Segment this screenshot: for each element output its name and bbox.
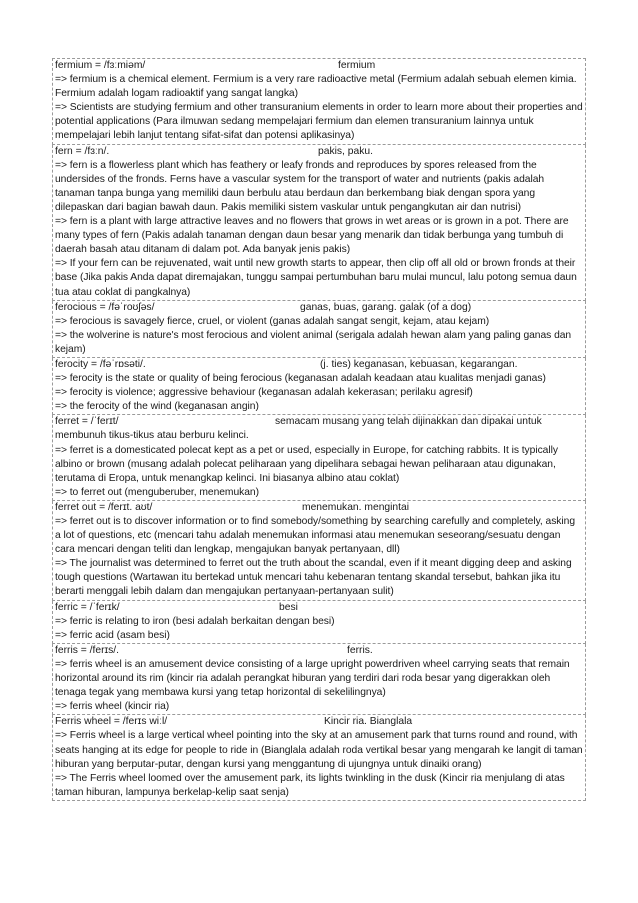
headword: ferret out = /ferɪt. aʊt/ bbox=[55, 501, 153, 513]
entry-head bbox=[55, 358, 583, 372]
translation: (j. ties) keganasan, kebuasan, kegarangan. bbox=[320, 358, 518, 370]
definition-line: => fern is a plant with large attractive leaves and no flowers that grows in wet areas or is grown in a pot. There are many types of fern (Pakis adalah tanaman dengan daun besar yang menarik dan tidak berbunga yang tumbuh di daerah basah atau ditanam di dalam pot. Ada banyak jenis pakis) bbox=[55, 216, 569, 256]
entry-ferris-wheel bbox=[52, 715, 586, 801]
entry-ferret bbox=[52, 415, 586, 501]
definition-line: => fern is a flowerless plant which has feathery or leafy fronds and reproduces by spores released from the undersides of the fronds. Ferns have a vascular system for the transport of water and nutrients (pakis adalah tanaman tanpa bunga yang memiliki daun berbulu atau berdaun dan berkembang biak dengan spora yang dilepaskan dari bagian bawah daun. Pakis memiliki sistem vaskular untuk pengangkutan air dan nutrisi) bbox=[55, 159, 545, 213]
entry-fermium bbox=[52, 58, 586, 145]
example-line: => If your fern can be rejuvenated, wait until new growth starts to appear, then clip off all old or brown fronds at their base (Jika pakis Anda dapat diremajakan, tunggu sampai pertumbuhan baru mulai muncul, lalu potong semua daun tua atau coklat di pangkalnya) bbox=[55, 258, 577, 298]
entry-head bbox=[55, 59, 583, 73]
entry-fern bbox=[52, 145, 586, 301]
translation: ganas, buas, garang. galak (of a dog) bbox=[300, 301, 472, 313]
entry-ferret-out bbox=[52, 501, 586, 601]
translation: fermium bbox=[338, 60, 376, 71]
definition-line: => ferret out is to discover information or to find somebody/something by searching carefully and completely, asking a lot of questions, etc (mencari tahu adalah menemukan informasi atau menemukan seseorang/sesuatu dengan cara mencari dengan teliti dan lengkap, mengajukan banyak pertanyaan, dll) bbox=[55, 516, 575, 556]
dictionary-page bbox=[52, 58, 586, 801]
headword: ferret = /ˈferɪt/ bbox=[55, 416, 119, 428]
example-line: => ferric acid (asam besi) bbox=[55, 629, 170, 641]
definition-line: => Ferris wheel is a large vertical wheel pointing into the sky at an amusement park that turns round and round, with seats hanging at its edge for people to ride in (Bianglala adalah roda vertikal besar yang mengarah ke langit di taman hiburan yang berputar-putar, dengan kursi yang menggantung di ujungnya untuk dinaiki orang) bbox=[55, 730, 583, 770]
entry-ferric bbox=[52, 601, 586, 644]
definition-line: => ferocious is savagely fierce, cruel, or violent (ganas adalah sangat sengit, kejam, atau kejam) bbox=[55, 315, 490, 327]
definition-line: => fermium is a chemical element. Fermium is a very rare radioactive metal (Fermium adalah sebuah elemen kimia. Fermium adalah logam radioaktif yang sangat langka) bbox=[55, 74, 577, 100]
definition-line: => ferret is a domesticated polecat kept as a pet or used, especially in Europe, for catching rabbits. It is typically albino or brown (musang adalah polecat peliharaan yang dipelihara sebagai hewan peliharaan atau digunakan, terutama di Eropa, untuk menangkap kelinci. Ini biasanya albino atau coklat) bbox=[55, 444, 558, 484]
translation: semacam musang yang telah dijinakkan dan dipakai untuk bbox=[275, 416, 542, 428]
translation: ferris. bbox=[347, 644, 373, 656]
headword: ferris = /ferɪs/. bbox=[55, 644, 120, 656]
definition-line: => ferric is relating to iron (besi adalah berkaitan dengan besi) bbox=[55, 615, 335, 627]
headword: fermium = /fɜːmiəm/ bbox=[55, 60, 146, 71]
entry-head bbox=[55, 644, 583, 658]
entry-head bbox=[55, 145, 583, 159]
entry-ferocious bbox=[52, 301, 586, 358]
entry-ferris bbox=[52, 644, 586, 715]
definition-line: => ferocity is violence; aggressive behaviour (keganasan adalah kekerasan; perilaku agresif) bbox=[55, 387, 473, 399]
headword: ferocity = /fəˈrɒsəti/. bbox=[55, 358, 146, 370]
example-line: => ferris wheel (kincir ria) bbox=[55, 701, 170, 713]
example-line: => Scientists are studying fermium and other transuranium elements in order to learn more about their properties and potential applications (Para ilmuwan sedang mempelajari fermium dan elemen transuranium lainnya untuk mempelajari lebih lanjut tentang sifat-sifat dan potensi aplikasinya) bbox=[55, 102, 583, 142]
headword: fern = /fɜːn/. bbox=[55, 145, 110, 157]
example-line: => The journalist was determined to ferret out the truth about the scandal, even if it meant digging deep and asking tough questions (Wartawan itu bertekad untuk mencari tahu kebenaran tentang skandal tersebut, bahkan jika itu berarti menggali lebih dalam dan mengajukan pertanyaan-pertanyaan sulit) bbox=[55, 558, 572, 598]
translation: menemukan. mengintai bbox=[302, 501, 410, 513]
entry-head bbox=[55, 415, 583, 429]
example-line: => the ferocity of the wind (keganasan angin) bbox=[55, 401, 259, 413]
headword: ferric = /ˈferɪk/ bbox=[55, 601, 120, 613]
entry-head bbox=[55, 301, 583, 315]
entry-head bbox=[55, 601, 583, 615]
definition-line: => ferris wheel is an amusement device consisting of a large upright powerdriven wheel carrying seats that remain horizontal around its rim (kincir ria adalah perangkat hiburan yang terdiri dari roda besar yang digerakkan oleh tenaga tegak yang membawa kursi yang tetap horizontal di sekelilingnya) bbox=[55, 658, 570, 699]
example-line: => The Ferris wheel loomed over the amusement park, its lights twinkling in the dusk (Kincir ria menjulang di atas taman hiburan, lampunya berkelap-kelip saat senja) bbox=[55, 772, 565, 798]
headword: Ferris wheel = /ferɪs wiːl/ bbox=[55, 716, 168, 728]
translation: Kincir ria. Bianglala bbox=[324, 716, 413, 728]
headword: ferocious = /fəˈroʊʃəs/ bbox=[55, 301, 155, 313]
example-line: => to ferret out (menguberuber, menemukan) bbox=[55, 486, 259, 498]
entry-head bbox=[55, 715, 583, 729]
translation: besi bbox=[279, 601, 298, 613]
translation-continued: membunuh tikus-tikus atau berburu kelinci. bbox=[55, 430, 249, 442]
definition-line: => ferocity is the state or quality of being ferocious (keganasan adalah keadaan atau kualitas menjadi ganas) bbox=[55, 373, 546, 385]
translation: pakis, paku. bbox=[318, 145, 373, 157]
entry-head bbox=[55, 501, 583, 515]
example-line: => the wolverine is nature's most ferocious and violent animal (serigala adalah hewan alam yang paling ganas dan kejam) bbox=[55, 329, 572, 355]
entry-ferocity bbox=[52, 358, 586, 415]
